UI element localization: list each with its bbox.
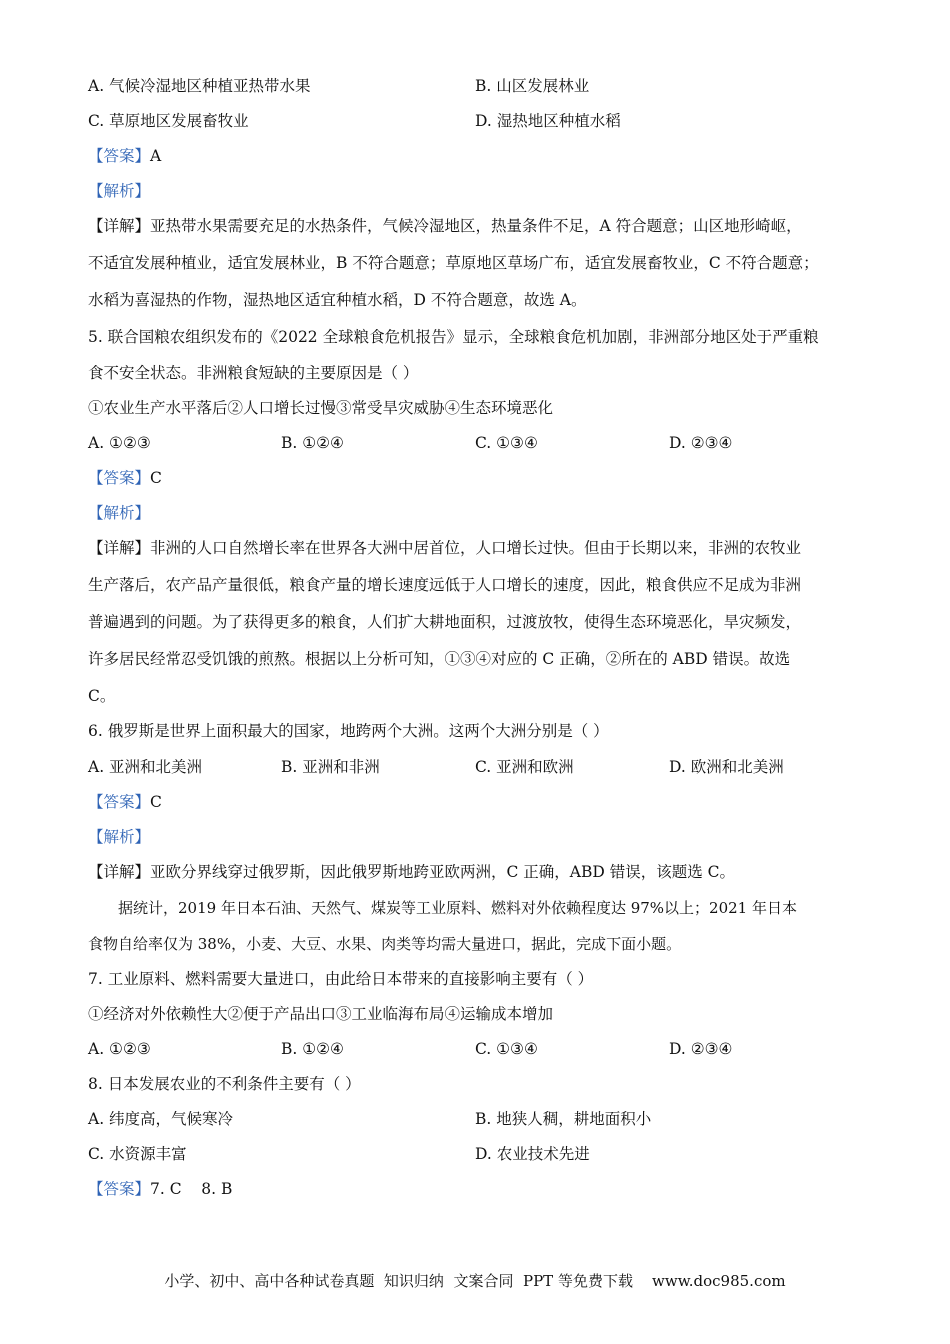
answer-value: C — [150, 469, 162, 487]
q7-option-c: C. ①③④ — [475, 1040, 538, 1058]
q6-detail — [88, 862, 735, 882]
q6-stem: 6. 俄罗斯是世界上面积最大的国家，地跨两个大洲。这两个大洲分别是（ ） — [88, 722, 609, 740]
q5-option-a: A. ①②③ — [88, 434, 151, 452]
detail-text: 亚热带水果需要充足的水热条件，气候冷湿地区，热量条件不足，A 符合题意；山区地形崎岖， — [150, 217, 802, 235]
answer-label: 【答案】 — [88, 147, 151, 165]
q8-stem: 8. 日本发展农业的不利条件主要有（ ） — [88, 1075, 361, 1093]
detail-text: 非洲的人口自然增长率在世界各大洲中居首位，人口增长过快。但由于长期以来，非洲的农牧业 — [150, 539, 802, 557]
q6-option-b: B. 亚洲和非洲 — [281, 758, 380, 776]
answer-value: 7. C 8. B — [150, 1180, 233, 1198]
q5-analysis-label: 【解析】 — [88, 504, 151, 522]
detail-label: 【详解】 — [88, 863, 151, 881]
q7-option-a: A. ①②③ — [88, 1040, 151, 1058]
q4-analysis-label: 【解析】 — [88, 182, 151, 200]
answer-label: 【答案】 — [88, 1180, 151, 1198]
q8-option-d: D. 农业技术先进 — [475, 1145, 590, 1163]
page-footer: 小学、初中、高中各种试卷真题 知识归纳 文案合同 PPT 等免费下载 www.doc985.com — [164, 1272, 786, 1290]
q5-stem-line1: 5. 联合国粮农组织发布的《2022 全球粮食危机报告》显示，全球粮食危机加剧，非洲部分地区处于严重粮 — [88, 328, 819, 346]
detail-text: 亚欧分界线穿过俄罗斯，因此俄罗斯地跨亚欧两洲，C 正确，ABD 错误，该题选 C。 — [150, 863, 736, 881]
q5-items: ①农业生产水平落后②人口增长过慢③常受旱灾威胁④生态环境恶化 — [88, 399, 554, 417]
q6-analysis-label: 【解析】 — [88, 828, 151, 846]
q4-answer — [88, 146, 161, 166]
answer-value: C — [150, 793, 162, 811]
q7-option-d: D. ②③④ — [669, 1040, 733, 1058]
q4-detail-line3: 水稻为喜湿热的作物，湿热地区适宜种植水稻，D 不符合题意，故选 A。 — [88, 291, 587, 309]
q7-q8-answer — [88, 1179, 232, 1199]
q8-option-a: A. 纬度高，气候寒冷 — [88, 1110, 234, 1128]
q6-option-c: C. 亚洲和欧洲 — [475, 758, 574, 776]
q5-answer — [88, 468, 162, 488]
q5-option-d: D. ②③④ — [669, 434, 733, 452]
answer-label: 【答案】 — [88, 793, 151, 811]
q7-option-b: B. ①②④ — [281, 1040, 344, 1058]
answer-label: 【答案】 — [88, 469, 151, 487]
material-line1: 据统计，2019 年日本石油、天然气、煤炭等工业原料、燃料对外依赖程度达 97%以上；2021 年日本 — [118, 899, 797, 917]
q4-option-a: A. 气候冷湿地区种植亚热带水果 — [88, 77, 311, 95]
answer-value: A — [150, 147, 162, 165]
q4-option-b: B. 山区发展林业 — [475, 77, 590, 95]
q5-detail-line5: C。 — [88, 687, 116, 705]
q5-option-c: C. ①③④ — [475, 434, 538, 452]
q4-option-c: C. 草原地区发展畜牧业 — [88, 112, 249, 130]
q6-option-d: D. 欧洲和北美洲 — [669, 758, 784, 776]
q5-stem-line2: 食不安全状态。非洲粮食短缺的主要原因是（ ） — [88, 364, 419, 382]
q4-detail-line1 — [88, 216, 802, 236]
q4-detail-line2: 不适宜发展种植业，适宜发展林业，B 不符合题意；草原地区草场广布，适宜发展畜牧业，C 不符合题意； — [88, 254, 819, 272]
q6-answer — [88, 792, 162, 812]
q7-stem: 7. 工业原料、燃料需要大量进口，由此给日本带来的直接影响主要有（ ） — [88, 970, 594, 988]
q5-detail-line2: 生产落后，农产品产量很低，粮食产量的增长速度远低于人口增长的速度，因此，粮食供应不足成为非洲 — [88, 576, 802, 594]
q4-option-d: D. 湿热地区种植水稻 — [475, 112, 621, 130]
detail-label: 【详解】 — [88, 217, 151, 235]
q8-option-c: C. 水资源丰富 — [88, 1145, 187, 1163]
q7-items: ①经济对外依赖性大②便于产品出口③工业临海布局④运输成本增加 — [88, 1005, 554, 1023]
q8-option-b: B. 地狭人稠，耕地面积小 — [475, 1110, 652, 1128]
q5-detail-line4: 许多居民经常忍受饥饿的煎熬。根据以上分析可知，①③④对应的 C 正确，②所在的 ABD 错误。故选 — [88, 650, 791, 668]
q5-option-b: B. ①②④ — [281, 434, 344, 452]
q6-option-a: A. 亚洲和北美洲 — [88, 758, 203, 776]
q5-detail-line3: 普遍遇到的问题。为了获得更多的粮食，人们扩大耕地面积，过渡放牧，使得生态环境恶化，旱灾频发， — [88, 613, 802, 631]
q5-detail-line1 — [88, 538, 801, 558]
material-line2: 食物自给率仅为 38%，小麦、大豆、水果、肉类等均需大量进口，据此，完成下面小题。 — [88, 935, 682, 953]
detail-label: 【详解】 — [88, 539, 151, 557]
